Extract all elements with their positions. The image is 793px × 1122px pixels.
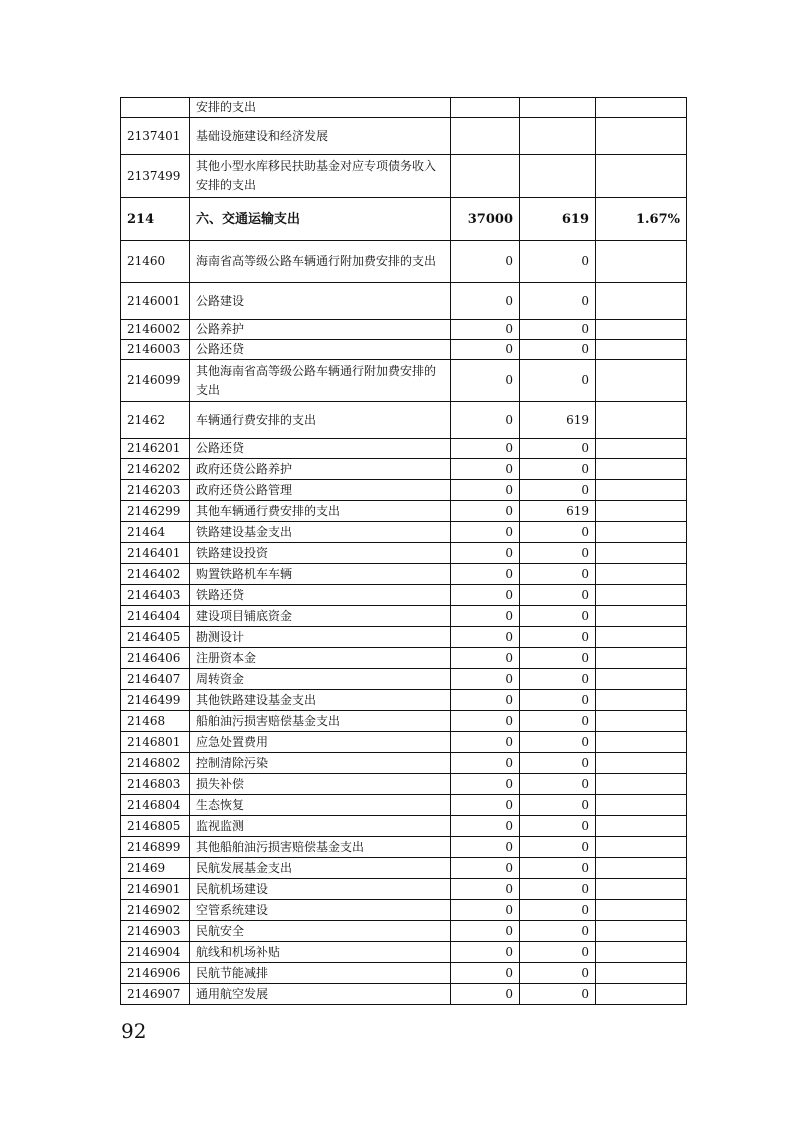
row-code: 2146899: [121, 837, 190, 858]
row-name: 其他船舶油污损害赔偿基金支出: [190, 837, 451, 858]
row-name: 周转资金: [190, 669, 451, 690]
row-ratio: [596, 669, 687, 690]
row-actual: [520, 98, 596, 118]
row-code: [121, 98, 190, 118]
row-code: 2146202: [121, 459, 190, 480]
row-actual: 0: [520, 627, 596, 648]
row-name: 铁路建设基金支出: [190, 522, 451, 543]
row-budget: 0: [451, 241, 520, 283]
row-name: 民航机场建设: [190, 879, 451, 900]
row-ratio: [596, 858, 687, 879]
row-ratio: [596, 963, 687, 984]
row-budget: 0: [451, 984, 520, 1005]
row-code: 2146001: [121, 283, 190, 320]
row-budget: 0: [451, 963, 520, 984]
row-code: 2146904: [121, 942, 190, 963]
table-row: [121, 606, 687, 627]
row-name: 政府还贷公路管理: [190, 480, 451, 501]
row-ratio: [596, 459, 687, 480]
row-code: 2146002: [121, 320, 190, 340]
page-number: 92: [121, 1019, 147, 1043]
row-code: 2146801: [121, 732, 190, 753]
row-ratio: [596, 501, 687, 522]
table-row: [121, 837, 687, 858]
row-actual: 0: [520, 753, 596, 774]
table-row: [121, 480, 687, 501]
row-ratio: [596, 753, 687, 774]
row-ratio: [596, 118, 687, 155]
row-code: 2146499: [121, 690, 190, 711]
row-code: 214: [121, 198, 190, 241]
row-budget: 0: [451, 858, 520, 879]
row-budget: 0: [451, 879, 520, 900]
table-row: [121, 320, 687, 340]
row-actual: [520, 118, 596, 155]
row-code: 2146403: [121, 585, 190, 606]
row-name: 船舶油污损害赔偿基金支出: [190, 711, 451, 732]
row-actual: 0: [520, 522, 596, 543]
row-actual: 0: [520, 320, 596, 340]
row-ratio: [596, 942, 687, 963]
row-actual: 0: [520, 900, 596, 921]
row-code: 2146902: [121, 900, 190, 921]
row-name: 基础设施建设和经济发展: [190, 118, 451, 155]
row-code: 2146901: [121, 879, 190, 900]
row-ratio: [596, 360, 687, 402]
row-name: 注册资本金: [190, 648, 451, 669]
row-budget: 0: [451, 690, 520, 711]
table-row: [121, 198, 687, 241]
row-budget: 0: [451, 900, 520, 921]
row-ratio: [596, 543, 687, 564]
row-name: 其他铁路建设基金支出: [190, 690, 451, 711]
row-ratio: [596, 241, 687, 283]
table-row: [121, 522, 687, 543]
row-code: 2146407: [121, 669, 190, 690]
row-actual: 0: [520, 480, 596, 501]
table-row: [121, 118, 687, 155]
row-ratio: [596, 155, 687, 198]
row-code: 2146903: [121, 921, 190, 942]
table-row: [121, 669, 687, 690]
row-budget: [451, 155, 520, 198]
row-budget: 0: [451, 564, 520, 585]
row-actual: 0: [520, 585, 596, 606]
row-ratio: [596, 480, 687, 501]
row-budget: 0: [451, 837, 520, 858]
row-budget: 0: [451, 711, 520, 732]
row-name: 控制清除污染: [190, 753, 451, 774]
row-code: 2146804: [121, 795, 190, 816]
row-ratio: [596, 984, 687, 1005]
table-row: [121, 360, 687, 402]
row-ratio: [596, 585, 687, 606]
row-ratio: [596, 774, 687, 795]
row-ratio: [596, 340, 687, 360]
row-budget: 0: [451, 283, 520, 320]
row-name: 监视监测: [190, 816, 451, 837]
row-name: 建设项目铺底资金: [190, 606, 451, 627]
row-ratio: 1.67%: [596, 198, 687, 241]
row-budget: 0: [451, 340, 520, 360]
row-actual: 0: [520, 690, 596, 711]
row-code: 21469: [121, 858, 190, 879]
row-name: 公路还贷: [190, 439, 451, 459]
row-name: 铁路还贷: [190, 585, 451, 606]
row-ratio: [596, 402, 687, 439]
row-budget: [451, 98, 520, 118]
row-name: 其他海南省高等级公路车辆通行附加费安排的支出: [190, 360, 451, 402]
row-ratio: [596, 690, 687, 711]
row-budget: 0: [451, 774, 520, 795]
row-actual: 0: [520, 879, 596, 900]
row-ratio: [596, 283, 687, 320]
table-row: [121, 753, 687, 774]
row-ratio: [596, 795, 687, 816]
table-row: [121, 283, 687, 320]
row-budget: 0: [451, 320, 520, 340]
row-actual: 0: [520, 360, 596, 402]
row-actual: 0: [520, 963, 596, 984]
row-budget: 0: [451, 402, 520, 439]
row-code: 2146401: [121, 543, 190, 564]
table-row: [121, 627, 687, 648]
row-ratio: [596, 522, 687, 543]
row-code: 21468: [121, 711, 190, 732]
table-row: [121, 501, 687, 522]
row-code: 2146803: [121, 774, 190, 795]
row-code: 21464: [121, 522, 190, 543]
row-code: 2146404: [121, 606, 190, 627]
row-budget: 0: [451, 648, 520, 669]
row-budget: 0: [451, 585, 520, 606]
table-row: [121, 942, 687, 963]
row-code: 2146402: [121, 564, 190, 585]
table-row: [121, 648, 687, 669]
row-actual: 619: [520, 198, 596, 241]
row-name: 公路养护: [190, 320, 451, 340]
row-code: 2146906: [121, 963, 190, 984]
row-budget: 0: [451, 753, 520, 774]
row-actual: 0: [520, 241, 596, 283]
table-row: [121, 879, 687, 900]
row-name: 购置铁路机车车辆: [190, 564, 451, 585]
row-ratio: [596, 439, 687, 459]
row-code: 2146201: [121, 439, 190, 459]
table-row: [121, 795, 687, 816]
row-name: 公路建设: [190, 283, 451, 320]
row-name: 损失补偿: [190, 774, 451, 795]
row-actual: 0: [520, 711, 596, 732]
table-row: [121, 340, 687, 360]
row-budget: 37000: [451, 198, 520, 241]
row-name: 生态恢复: [190, 795, 451, 816]
row-name: 其他小型水库移民扶助基金对应专项债务收入安排的支出: [190, 155, 451, 198]
row-ratio: [596, 816, 687, 837]
row-actual: 0: [520, 837, 596, 858]
table-row: [121, 774, 687, 795]
row-code: 2146203: [121, 480, 190, 501]
row-actual: [520, 155, 596, 198]
row-ratio: [596, 648, 687, 669]
row-ratio: [596, 711, 687, 732]
table-body: [121, 98, 687, 1005]
row-code: 2146099: [121, 360, 190, 402]
table-row: [121, 585, 687, 606]
row-ratio: [596, 837, 687, 858]
row-code: 2146003: [121, 340, 190, 360]
row-actual: 0: [520, 543, 596, 564]
row-ratio: [596, 627, 687, 648]
row-actual: 619: [520, 501, 596, 522]
row-actual: 619: [520, 402, 596, 439]
table-row: [121, 690, 687, 711]
table-row: [121, 459, 687, 480]
row-ratio: [596, 900, 687, 921]
row-name: 民航安全: [190, 921, 451, 942]
table-row: [121, 921, 687, 942]
row-actual: 0: [520, 283, 596, 320]
row-budget: 0: [451, 480, 520, 501]
row-code: 2137499: [121, 155, 190, 198]
row-ratio: [596, 564, 687, 585]
row-actual: 0: [520, 774, 596, 795]
table-row: [121, 858, 687, 879]
row-budget: 0: [451, 360, 520, 402]
table-row: [121, 402, 687, 439]
table-row: [121, 439, 687, 459]
row-budget: 0: [451, 921, 520, 942]
row-name: 海南省高等级公路车辆通行附加费安排的支出: [190, 241, 451, 283]
row-ratio: [596, 98, 687, 118]
row-budget: 0: [451, 669, 520, 690]
row-name: 六、交通运输支出: [190, 198, 451, 241]
row-budget: 0: [451, 795, 520, 816]
row-code: 2146802: [121, 753, 190, 774]
row-code: 21460: [121, 241, 190, 283]
row-budget: 0: [451, 627, 520, 648]
row-code: 2146805: [121, 816, 190, 837]
table-row: [121, 816, 687, 837]
row-actual: 0: [520, 340, 596, 360]
row-budget: 0: [451, 732, 520, 753]
row-actual: 0: [520, 984, 596, 1005]
row-budget: 0: [451, 942, 520, 963]
row-actual: 0: [520, 606, 596, 627]
row-actual: 0: [520, 858, 596, 879]
row-name: 民航节能减排: [190, 963, 451, 984]
row-budget: 0: [451, 522, 520, 543]
row-ratio: [596, 606, 687, 627]
row-code: 2146406: [121, 648, 190, 669]
row-name: 铁路建设投资: [190, 543, 451, 564]
row-name: 通用航空发展: [190, 984, 451, 1005]
table-row: [121, 984, 687, 1005]
row-name: 勘测设计: [190, 627, 451, 648]
row-name: 空管系统建设: [190, 900, 451, 921]
row-name: 其他车辆通行费安排的支出: [190, 501, 451, 522]
budget-table: [120, 97, 687, 1005]
row-name: 公路还贷: [190, 340, 451, 360]
table-row: [121, 564, 687, 585]
row-actual: 0: [520, 439, 596, 459]
row-budget: 0: [451, 543, 520, 564]
row-actual: 0: [520, 942, 596, 963]
row-name: 政府还贷公路养护: [190, 459, 451, 480]
row-name: 车辆通行费安排的支出: [190, 402, 451, 439]
row-ratio: [596, 732, 687, 753]
row-ratio: [596, 921, 687, 942]
row-actual: 0: [520, 795, 596, 816]
table-row: [121, 900, 687, 921]
row-ratio: [596, 320, 687, 340]
row-budget: [451, 118, 520, 155]
row-actual: 0: [520, 816, 596, 837]
row-name: 安排的支出: [190, 98, 451, 118]
row-name: 航线和机场补贴: [190, 942, 451, 963]
row-code: 2146405: [121, 627, 190, 648]
row-budget: 0: [451, 459, 520, 480]
table-row: [121, 732, 687, 753]
row-code: 2146907: [121, 984, 190, 1005]
row-budget: 0: [451, 501, 520, 522]
row-actual: 0: [520, 564, 596, 585]
row-code: 21462: [121, 402, 190, 439]
row-code: 2137401: [121, 118, 190, 155]
table-row: [121, 543, 687, 564]
table-row: [121, 963, 687, 984]
table-row: [121, 241, 687, 283]
table-row: [121, 155, 687, 198]
row-actual: 0: [520, 669, 596, 690]
row-budget: 0: [451, 816, 520, 837]
table-row: [121, 98, 687, 118]
row-code: 2146299: [121, 501, 190, 522]
row-actual: 0: [520, 648, 596, 669]
row-ratio: [596, 879, 687, 900]
row-budget: 0: [451, 439, 520, 459]
row-name: 应急处置费用: [190, 732, 451, 753]
row-name: 民航发展基金支出: [190, 858, 451, 879]
row-actual: 0: [520, 459, 596, 480]
row-budget: 0: [451, 606, 520, 627]
row-actual: 0: [520, 732, 596, 753]
row-actual: 0: [520, 921, 596, 942]
table-row: [121, 711, 687, 732]
